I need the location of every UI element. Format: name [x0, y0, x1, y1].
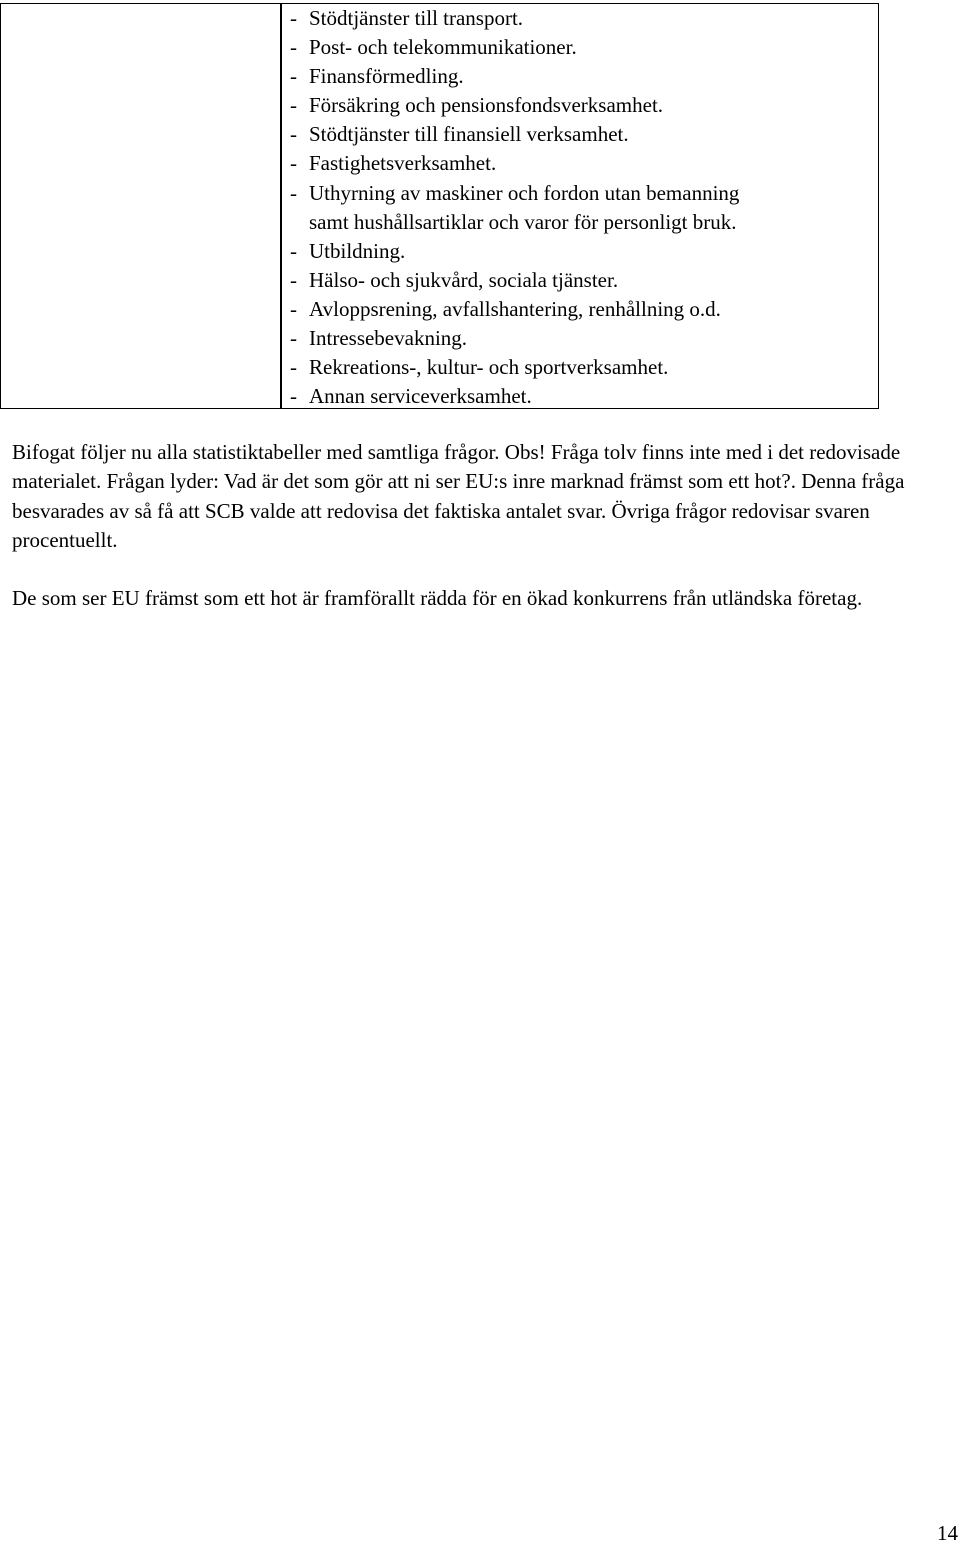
- industry-list: [290, 4, 739, 411]
- list-item: - Försäkring och pensionsfondsverksamhet.: [290, 93, 664, 118]
- list-item: - Stödtjänster till finansiell verksamhet.: [290, 122, 629, 147]
- list-item: - Intressebevakning.: [290, 326, 468, 351]
- list-item: - Finansförmedling.: [290, 64, 464, 89]
- list-item: - Avloppsrening, avfallshantering, renhållning o.d.: [290, 296, 721, 321]
- page-number: 14: [937, 1521, 958, 1545]
- body-paragraph-attachments: Bifogat följer nu alla statistiktabeller med samtliga frågor. Obs! Fråga tolv finns inte med i det redovisade materialet. Frågan lyder: Vad är det som gör att ni ser EU:s inre marknad främst som ett hot?. Denna fråga besvarades av så få att SCB valde att redovisa det faktiska antalet svar. Övriga frågor redovisar svaren procentuellt.: [12, 440, 905, 552]
- body-paragraph-threat: De som ser EU främst som ett hot är framförallt rädda för en ökad konkurrens från utländska företag.: [12, 586, 863, 610]
- list-item: - Fastighetsverksamhet.: [290, 151, 497, 176]
- list-item: - Stödtjänster till transport.: [290, 6, 524, 30]
- list-item: - Annan serviceverksamhet.: [290, 384, 532, 409]
- list-item: - Hälso- och sjukvård, sociala tjänster.: [290, 267, 619, 292]
- list-item: - Utbildning.: [290, 238, 406, 263]
- list-item: - Rekreations-, kultur- och sportverksamhet.: [290, 355, 669, 380]
- list-item: - Uthyrning av maskiner och fordon utan bemanning samt hushållsartiklar och varor för personligt bruk.: [290, 180, 740, 234]
- list-item: - Post- och telekommunikationer.: [290, 35, 577, 60]
- table-column-divider: [280, 4, 282, 408]
